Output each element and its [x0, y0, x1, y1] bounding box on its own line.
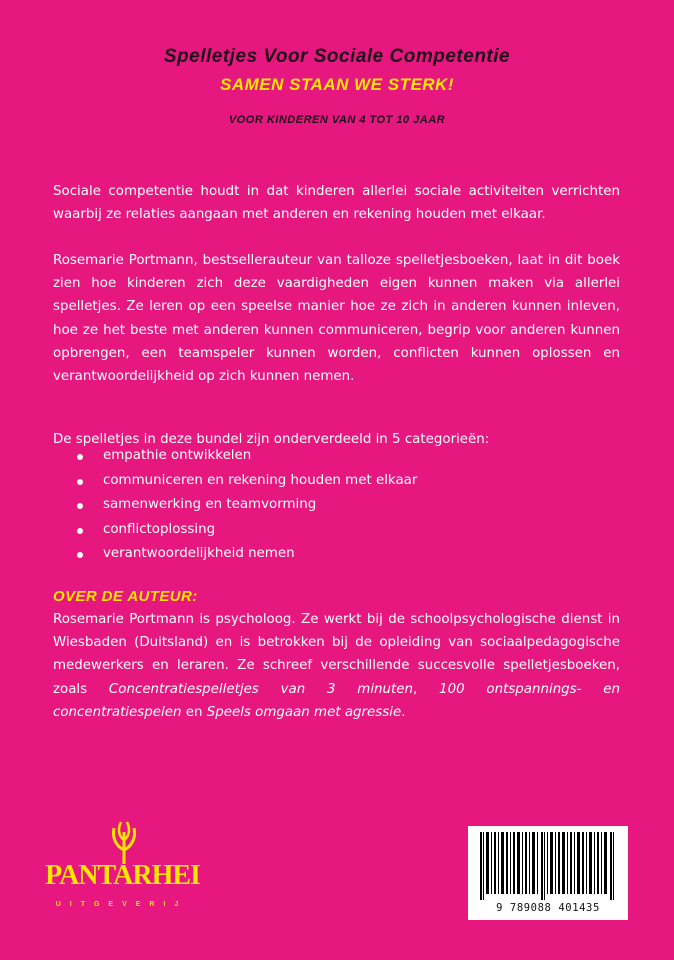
- book-title: Spelletjes Voor Sociale Competentie: [163, 46, 511, 67]
- book-subtitle: SAMEN STAAN WE STERK!: [219, 75, 454, 94]
- publisher-name: [40, 860, 205, 892]
- description-text: Rosemarie Portmann, bestsellerauteur van talloze spelletjesboeken, laat in dit boek zien hoe kinderen zich deze vaardigheden eigen kunnen maken via allerlei spelletjes. Ze leren op een speelse manier hoe ze zich in anderen kunnen inleven, hoe ze het beste met anderen kunnen communiceren, begrip voor anderen kunnen opbrengen, een teamspeler kunnen worden, conflicten kunnen oplossen en verantwoordelijkheid op zich kunnen nemen.: [53, 253, 620, 385]
- list-item: [75, 518, 575, 543]
- author-heading: OVER DE AUTEUR:: [53, 588, 198, 605]
- barcode: [468, 826, 628, 920]
- intro-paragraph: [53, 180, 620, 226]
- intro-text: Sociale competentie houdt in dat kinderen allerlei sociale activiteiten verrichten waarbij ze relaties aangaan met anderen en rekening houden met elkaar.: [53, 184, 620, 223]
- list-item: [75, 469, 575, 494]
- bullet-icon: [77, 552, 83, 558]
- category-label: empathie ontwikkelen: [103, 448, 252, 463]
- list-item: [75, 493, 575, 518]
- author-bio-text: Rosemarie Portmann is psycholoog. Ze werkt bij de schoolpsychologische dienst in Wiesbaden (Duitsland) en is betrokken bij de opleiding van sociaalpedagogische medewerkers en leraren. Ze schreef verschillende succesvolle spelletjesboeken, zoals: [53, 612, 620, 697]
- author-bio: [53, 608, 620, 724]
- separator-1: ,: [413, 681, 440, 697]
- category-label: communiceren en rekening houden met elkaar: [103, 472, 418, 488]
- bullet-icon: [77, 503, 83, 509]
- description-paragraph: [53, 249, 620, 388]
- category-label: verantwoordelijkheid nemen: [103, 546, 295, 562]
- publisher-name-part1: PANTA: [45, 860, 133, 891]
- publisher-logo: [40, 820, 205, 920]
- book-title-1: Concentratiespelletjes van 3 minuten: [108, 681, 413, 697]
- author-paragraph: [53, 608, 620, 724]
- bullet-icon: [77, 454, 83, 460]
- category-list: [75, 444, 575, 567]
- separator-2: en: [181, 704, 207, 720]
- category-label: conflictoplossing: [103, 521, 216, 537]
- sentence-end: .: [401, 704, 406, 720]
- age-range: VOOR KINDEREN VAN 4 TOT 10 JAAR: [228, 114, 446, 126]
- publisher-name-part2: RHEI: [132, 860, 200, 891]
- book-title-3: Speels omgaan met agressie: [206, 704, 402, 720]
- list-item: [75, 444, 575, 469]
- bullet-icon: [77, 479, 83, 485]
- bullet-icon: [77, 528, 83, 534]
- list-item: [75, 542, 575, 567]
- book-title-2: 100 ontspannings- en concentratiespelen: [53, 681, 620, 720]
- category-label: samenwerking en teamvorming: [103, 497, 317, 513]
- isbn-number: 9 789088 401435: [496, 902, 600, 914]
- categories-intro-text: De spelletjes in deze bundel zijn onderverdeeld in 5 categorieën:: [53, 432, 490, 447]
- barcode-bars: [478, 832, 618, 900]
- publisher-imprint: UITGEVERIJ: [55, 901, 188, 908]
